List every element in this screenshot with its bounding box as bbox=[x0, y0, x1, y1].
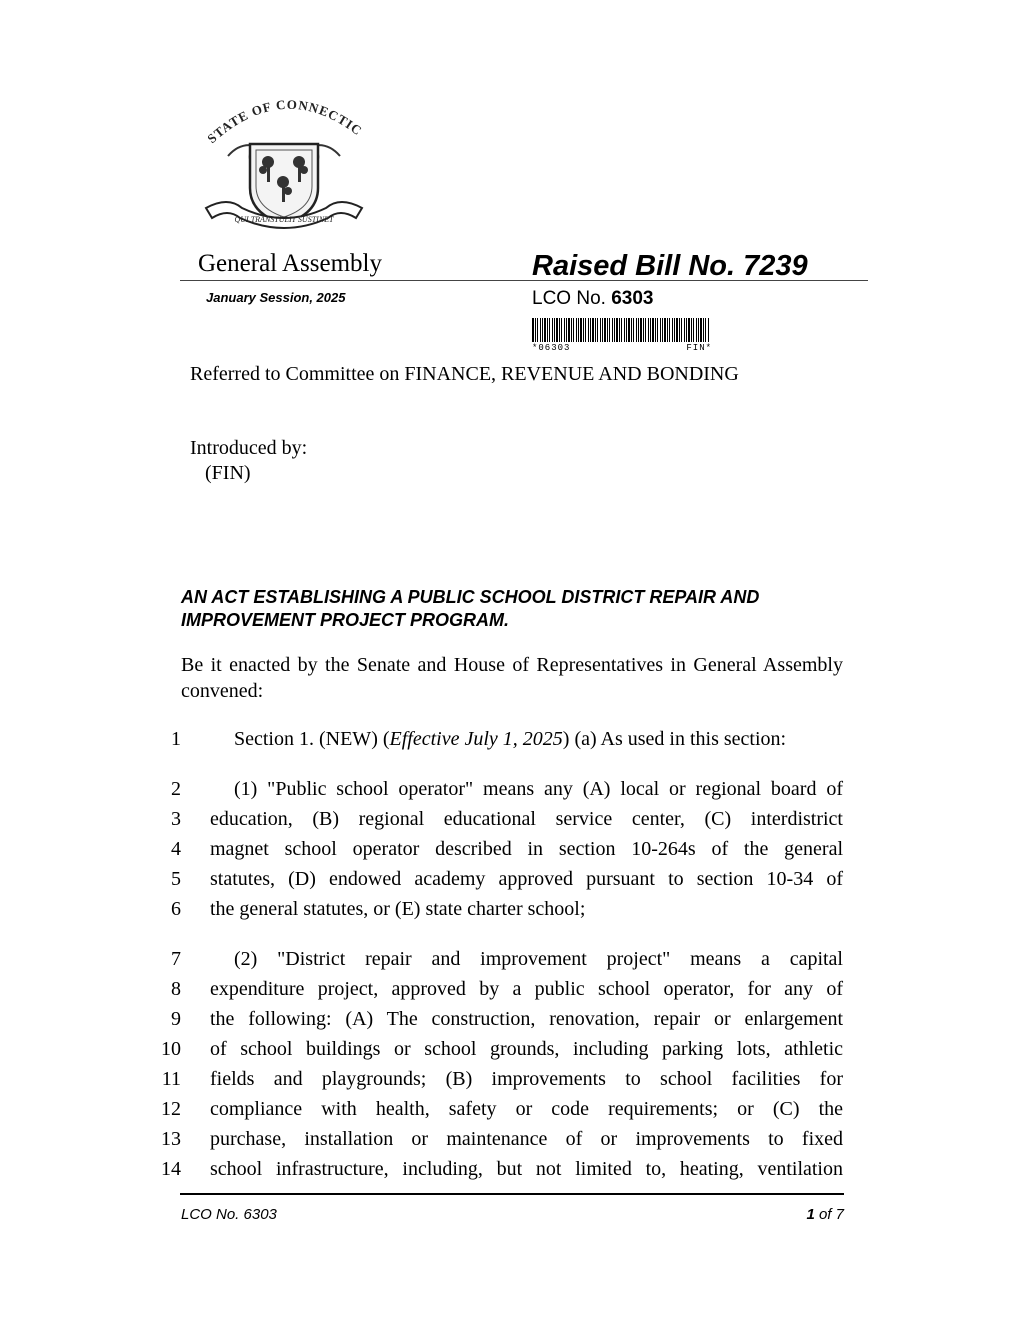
line-number: 6 bbox=[171, 898, 181, 920]
line-number: 3 bbox=[171, 808, 181, 830]
lco-label: LCO No. bbox=[532, 288, 606, 309]
line-text: purchase, installation or maintenance of or improvements to fixed bbox=[210, 1128, 843, 1150]
line-text bbox=[234, 728, 843, 751]
act-title: AN ACT ESTABLISHING A PUBLIC SCHOOL DISTRICT REPAIR AND IMPROVEMENT PROJECT PROGRAM. bbox=[181, 587, 760, 630]
line-number: 9 bbox=[171, 1008, 181, 1030]
bill-line bbox=[0, 898, 1024, 928]
enacting-clause: Be it enacted by the Senate and House of Representatives in General Assembly convened: bbox=[181, 654, 843, 702]
bill-line bbox=[0, 1098, 1024, 1128]
page-current: 1 bbox=[806, 1206, 815, 1223]
line-text: magnet school operator described in section 10-264s of the general bbox=[210, 838, 843, 860]
line-text: (1) "Public school operator" means any (A) local or regional board of bbox=[234, 778, 843, 800]
line-number: 7 bbox=[171, 948, 181, 970]
bill-line bbox=[0, 978, 1024, 1008]
bill-title: Raised Bill No. 7239 bbox=[532, 250, 808, 282]
barcode-right-text: FIN* bbox=[686, 343, 712, 353]
seal-motto: QUI TRANSTULIT SUSTINET bbox=[234, 215, 334, 224]
bill-line bbox=[0, 948, 1024, 978]
bill-line bbox=[0, 808, 1024, 838]
line-number: 8 bbox=[171, 978, 181, 1000]
lco-number: 6303 bbox=[611, 288, 654, 309]
section-prefix: Section 1. (NEW) ( bbox=[234, 728, 390, 750]
effective-date: Effective July 1, 2025 bbox=[389, 728, 563, 750]
introduced-by-value: (FIN) bbox=[205, 462, 251, 484]
bill-line bbox=[0, 778, 1024, 808]
barcode-left-text: *06303 bbox=[532, 343, 571, 353]
barcode-caption bbox=[532, 343, 712, 353]
page-indicator bbox=[760, 1206, 844, 1223]
bill-line bbox=[0, 1128, 1024, 1158]
line-text: the general statutes, or (E) state charter school; bbox=[210, 898, 586, 920]
committee-referral: Referred to Committee on FINANCE, REVENUE AND BONDING bbox=[190, 363, 739, 385]
general-assembly-label: General Assembly bbox=[198, 250, 382, 277]
line-number: 14 bbox=[161, 1158, 181, 1180]
line-text: of school buildings or school grounds, including parking lots, athletic bbox=[210, 1038, 843, 1060]
line-text: expenditure project, approved by a public school operator, for any of bbox=[210, 978, 843, 1000]
bill-line bbox=[0, 838, 1024, 868]
line-number: 10 bbox=[161, 1038, 181, 1060]
line-number: 2 bbox=[171, 778, 181, 800]
line-text: fields and playgrounds; (B) improvements to school facilities for bbox=[210, 1068, 843, 1090]
footer-lco: LCO No. 6303 bbox=[181, 1206, 277, 1223]
bill-line bbox=[0, 728, 1024, 758]
introduced-by-label: Introduced by: bbox=[190, 437, 308, 459]
bill-line bbox=[0, 1038, 1024, 1068]
bill-line bbox=[0, 868, 1024, 898]
page-total: 7 bbox=[835, 1206, 844, 1223]
svg-text:STATE OF CONNECTICUT: STATE OF CONNECTIC bbox=[204, 96, 366, 147]
line-number: 12 bbox=[161, 1098, 181, 1120]
barcode bbox=[532, 318, 712, 342]
line-text: the following: (A) The construction, renovation, repair or enlargement bbox=[210, 1008, 843, 1030]
line-text: compliance with health, safety or code requirements; or (C) the bbox=[210, 1098, 843, 1120]
bill-line bbox=[0, 1158, 1024, 1188]
bill-line bbox=[0, 1008, 1024, 1038]
line-text: (2) "District repair and improvement project" means a capital bbox=[234, 948, 843, 970]
line-number: 4 bbox=[171, 838, 181, 860]
footer-divider bbox=[180, 1193, 844, 1195]
line-text: school infrastructure, including, but not limited to, heating, ventilation bbox=[210, 1158, 843, 1180]
page-separator: of bbox=[818, 1206, 832, 1223]
line-text: statutes, (D) endowed academy approved pursuant to section 10-34 of bbox=[210, 868, 843, 890]
line-text: education, (B) regional educational service center, (C) interdistrict bbox=[210, 808, 843, 830]
session-label: January Session, 2025 bbox=[206, 290, 346, 305]
line-number: 13 bbox=[161, 1128, 181, 1150]
bill-line bbox=[0, 1068, 1024, 1098]
line-number: 11 bbox=[161, 1068, 181, 1090]
connecticut-seal bbox=[198, 96, 370, 246]
line-number: 1 bbox=[171, 728, 181, 750]
lco-header bbox=[532, 288, 653, 310]
header-divider bbox=[180, 280, 868, 281]
section-suffix: ) (a) As used in this section: bbox=[562, 728, 787, 750]
line-number: 5 bbox=[171, 868, 181, 890]
